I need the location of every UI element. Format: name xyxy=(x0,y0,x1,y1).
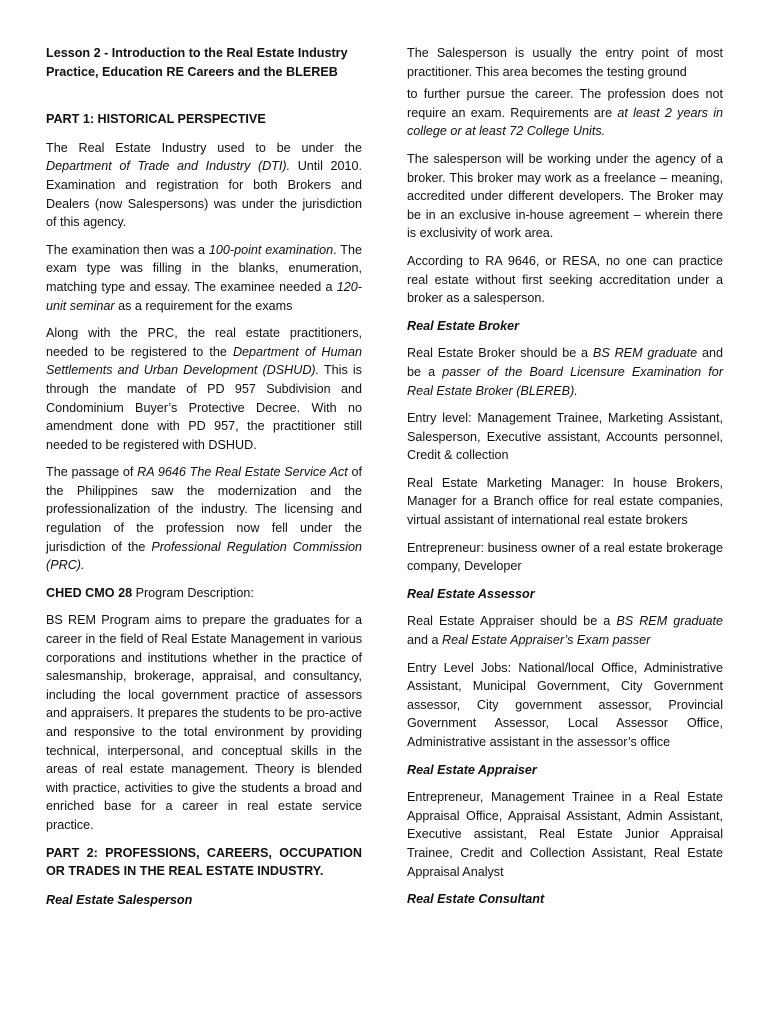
text: Real Estate Appraiser should be a xyxy=(407,614,617,629)
requirement-units: at least 2 years in college or at least 72 College Units. xyxy=(407,105,724,139)
appraiser-heading: Real Estate Appraiser xyxy=(407,762,537,777)
left-column xyxy=(46,44,362,918)
paragraph-assessor-jobs: Entry Level Jobs: National/local Office, Administrative Assistant, Municipal Government, City Government assessor, City government assessor, Provincial Government Assessor, Local Assessor Office, Administrative assistant in the assessor’s office xyxy=(407,660,723,749)
paragraph-resa: According to RA 9646, or RESA, no one can practice real estate without first seeking accreditation under a broker as a salesperson. xyxy=(407,253,723,306)
prc-name: Professional Regulation Commission (PRC). xyxy=(46,539,362,573)
assessor-heading: Real Estate Assessor xyxy=(407,586,535,601)
text: Real Estate Broker should be a xyxy=(407,346,593,361)
paragraph-marketing-manager: Real Estate Marketing Manager: In house Brokers, Manager for a Branch office for real estate companies, virtual assistant of international real estate brokers xyxy=(407,475,723,528)
paragraph-broker-req xyxy=(407,344,723,400)
part1-heading: PART 1: HISTORICAL PERSPECTIVE xyxy=(46,112,266,127)
salesperson-heading: Real Estate Salesperson xyxy=(46,892,193,907)
text: to further pursue the career. The profession does not require an exam. Requirements are xyxy=(407,87,723,120)
paragraph-appraiser-jobs: Entrepreneur, Management Trainee in a Real Estate Appraisal Office, Appraisal Assistant, Admin Assistant, Executive assistant, Real Estate Junior Appraisal Trainee, Credit and Collection Assistant, Real Estate Appraisal Analyst xyxy=(407,790,723,879)
text: Program Description: xyxy=(132,585,254,600)
bsrem-grad: BS REM graduate xyxy=(592,346,698,361)
text: and be a xyxy=(407,346,723,379)
bsrem-grad: BS REM graduate xyxy=(616,614,723,629)
text: The passage of xyxy=(46,465,138,480)
ched-cmo: CHED CMO 28 xyxy=(46,585,133,600)
paragraph-entrepreneur: Entrepreneur: business owner of a real estate brokerage company, Developer xyxy=(407,540,723,574)
paragraph-dshud xyxy=(46,324,362,454)
seminar-units: 120-unit seminar xyxy=(46,279,362,313)
paragraph-agency: The salesperson will be working under the agency of a broker. This broker may work as a freelance – meaning, accredited under different developers. The Broker may be in an exclusive in-house agreement – wherein there is exclusivity of work area. xyxy=(407,151,723,241)
paragraph-examination xyxy=(46,241,362,315)
dti-name: Department of Trade and Industry (DTI). xyxy=(46,159,291,174)
paragraph-requirements xyxy=(407,85,723,141)
paragraph-dti xyxy=(46,139,362,232)
lesson-title: Lesson 2 - Introduction to the Real Estate Industry Practice, Education RE Careers and the BLEREB xyxy=(46,46,348,79)
text: Until 2010. Examination and registration for both Brokers and Dealers (now Salespersons) was under the jurisdiction of this agency. xyxy=(46,159,362,230)
text: The examination then was a xyxy=(46,242,209,257)
consultant-heading: Real Estate Consultant xyxy=(407,892,545,907)
text: of the Philippines saw the modernization and the professionalization of the industry. The licensing and regulation of the profession now fell under the jurisdiction of the xyxy=(46,465,362,554)
dshud-name: Department of Human Settlements and Urban Development (DSHUD). xyxy=(46,344,362,378)
text: as a requirement for the exams xyxy=(114,298,293,313)
paragraph-bsrem: BS REM Program aims to prepare the graduates for a career in the field of Real Estate Management in various corporations and institutions whether in the practice of salesmanship, brokerage, appraisal, and consultancy, including the local government practice of assessors and appraisers. It prepares the students to be pro-active and responsive to the total environment by providing technical, interpersonal, and conceptual skills in the areas of real estate management. Theory is blended with practice, activities to give the students a broad and enriched base for a career in real estate service practice. xyxy=(46,613,362,832)
paragraph-appraiser-req xyxy=(407,612,723,649)
text: The Real Estate Industry used to be under the xyxy=(46,140,362,155)
blereb-passer: passer of the Board Licensure Examination for Real Estate Broker (BLEREB). xyxy=(407,364,724,398)
text: and a xyxy=(407,633,443,648)
right-column xyxy=(407,44,723,918)
appraiser-exam: Real Estate Appraiser’s Exam passer xyxy=(442,633,651,648)
paragraph-ra9646 xyxy=(46,463,362,575)
paragraph-ched xyxy=(46,584,362,603)
ra9646-name: RA 9646 The Real Estate Service Act xyxy=(137,465,348,480)
paragraph-entry-level: Entry level: Management Trainee, Marketing Assistant, Salesperson, Executive assistant, Accounts personnel, Credit & collection xyxy=(407,411,723,463)
text: Along with the PRC, the real estate practitioners, needed to be registered to the xyxy=(46,326,362,359)
part2-heading: PART 2: PROFESSIONS, CAREERS, OCCUPATION OR TRADES IN THE REAL ESTATE INDUSTRY. xyxy=(46,845,362,879)
text: . The exam type was filling in the blanks, enumeration, matching type and essay. The examinee needed a xyxy=(46,242,362,294)
paragraph-salesperson-entry: The Salesperson is usually the entry point of most practitioner. This area becomes the testing ground xyxy=(407,46,723,79)
broker-heading: Real Estate Broker xyxy=(407,318,519,333)
text: This is through the mandate of PD 957 Subdivision and Condominium Buyer’s Protective Decree. With no amendment done with PD 957, the practitioner still needed to be registered with DSHUD. xyxy=(46,363,362,452)
exam-points: 100-point examination xyxy=(208,242,334,257)
